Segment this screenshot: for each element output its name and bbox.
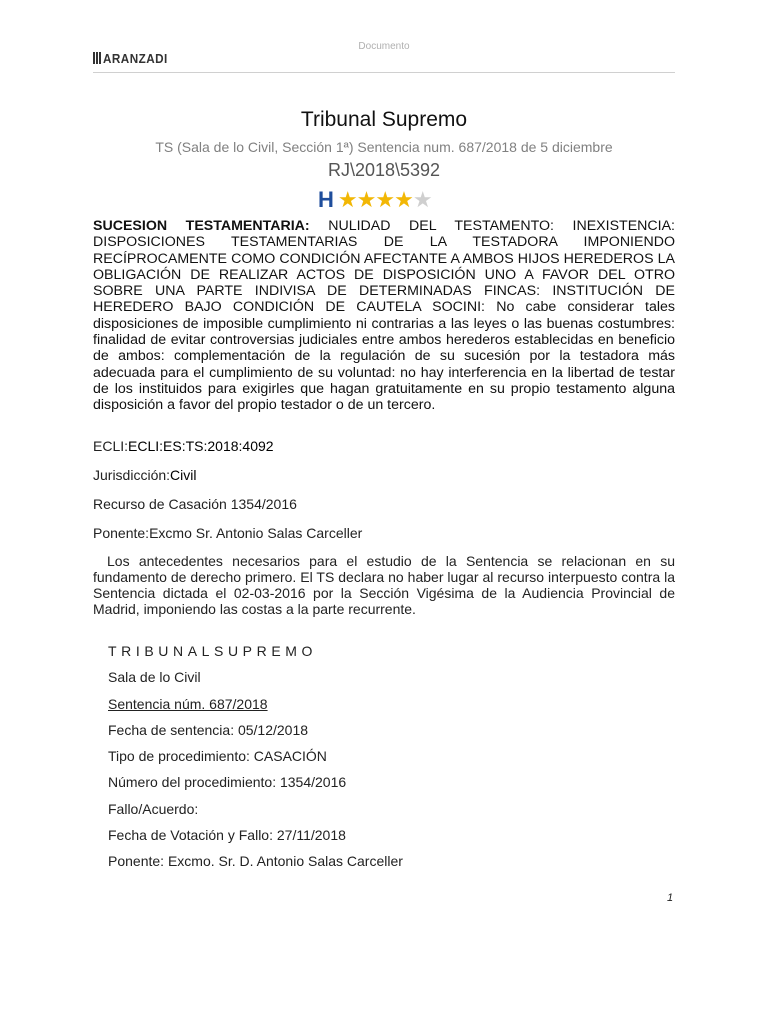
summary-lead: SUCESION TESTAMENTARIA: [93, 218, 310, 234]
ecli-label: ECLI: [93, 438, 129, 454]
star-empty-icon: ★ [412, 187, 433, 212]
document-title: Tribunal Supremo [300, 108, 468, 131]
summary-paragraph [93, 218, 675, 414]
recurso-line: Recurso de Casación 1354/2016 [93, 496, 297, 512]
star-icon: ★ [356, 187, 377, 212]
jurisdiccion-value: Civil [170, 467, 197, 483]
ecli-value: ECLI:ES:TS:2018:4092 [128, 438, 274, 454]
logo-text: ARANZADI [103, 50, 168, 66]
ponente-label: Ponente: [93, 525, 150, 541]
ponente-line [93, 525, 362, 541]
fallo-line: Fallo/Acuerdo: [108, 801, 199, 817]
aranzadi-logo [93, 50, 175, 66]
summary-body: NULIDAD DEL TESTAMENTO: INEXISTENCIA: DISPOSICIONES TESTAMENTARIAS DE LA TESTADORA IMPONIENDO RECÍPROCAMENTE COMO CONDICIÓN AFECTANTE A AMBOS HIJOS HEREDEROS LA OBLIGACIÓN DE REALIZAR ACTOS DE DISPOSICIÓN UNO A FAVOR DEL OTRO SOBRE UNA PARTE INDIVISA DE DETERMINADAS FINCAS: INSTITUCIÓN DE HEREDERO BAJO CONDICIÓN DE CAUTELA SOCINI: No cabe considerar tales disposiciones de imposible cumplimiento ni contrarias a las leyes o las buenas costumbres: finalidad de evitar controversias judiciales entre ambos herederos establecidas en beneficio de ambos: complementación de la regulación de su sucesión por la testadora más adecuada para el cumplimiento de su voluntad: no hay interferencia en la libertad de testar de los instituidos para exigirles que hagan gratuitamente en su propio testamento alguna disposición a favor del propio testador o de un tercero. [93, 218, 675, 414]
header-divider [93, 72, 675, 73]
jurisdiccion-label: Jurisdicción: [93, 467, 171, 483]
relevance-rating [318, 187, 432, 213]
numero-line: Número del procedimiento: 1354/2016 [108, 774, 347, 790]
star-icon: ★ [394, 187, 414, 212]
votacion-line: Fecha de Votación y Fallo: 27/11/2018 [108, 827, 346, 843]
star-icon: ★ [337, 187, 358, 212]
sentencia-link[interactable]: Sentencia núm. 687/2018 [108, 696, 268, 712]
fecha-line: Fecha de sentencia: 05/12/2018 [108, 722, 309, 738]
sala-line: Sala de lo Civil [108, 669, 201, 685]
intro-paragraph: Los antecedentes necesarios para el estudio de la Sentencia se relacionan en su fundamento de derecho primero. El TS declara no haber lugar al recurso interpuesto contra la Sentencia dictada el 02-03-2016 por la Sección Vigésima de la Audiencia Provincial de Madrid, imponiendo las costas a la parte recurrente. [93, 553, 675, 617]
ecli-line [93, 438, 274, 454]
tipo-line: Tipo de procedimiento: CASACIÓN [108, 748, 327, 764]
h-badge-icon: H [318, 187, 334, 212]
page-number: 1 [667, 892, 674, 904]
document-label: Documento [358, 41, 410, 52]
ponente-detail-line: Ponente: Excmo. Sr. D. Antonio Salas Carceller [108, 853, 403, 869]
court-heading: TRIBUNALSUPREMO [108, 643, 318, 659]
ponente-value: Excmo Sr. Antonio Salas Carceller [149, 525, 363, 541]
star-icon: ★ [375, 187, 396, 212]
document-subtitle: TS (Sala de lo Civil, Sección 1ª) Sentencia num. 687/2018 de 5 diciembre [155, 139, 613, 155]
document-reference: RJ\2018\5392 [327, 160, 441, 180]
logo-bars-icon [93, 52, 101, 64]
jurisdiccion-line [93, 467, 196, 483]
